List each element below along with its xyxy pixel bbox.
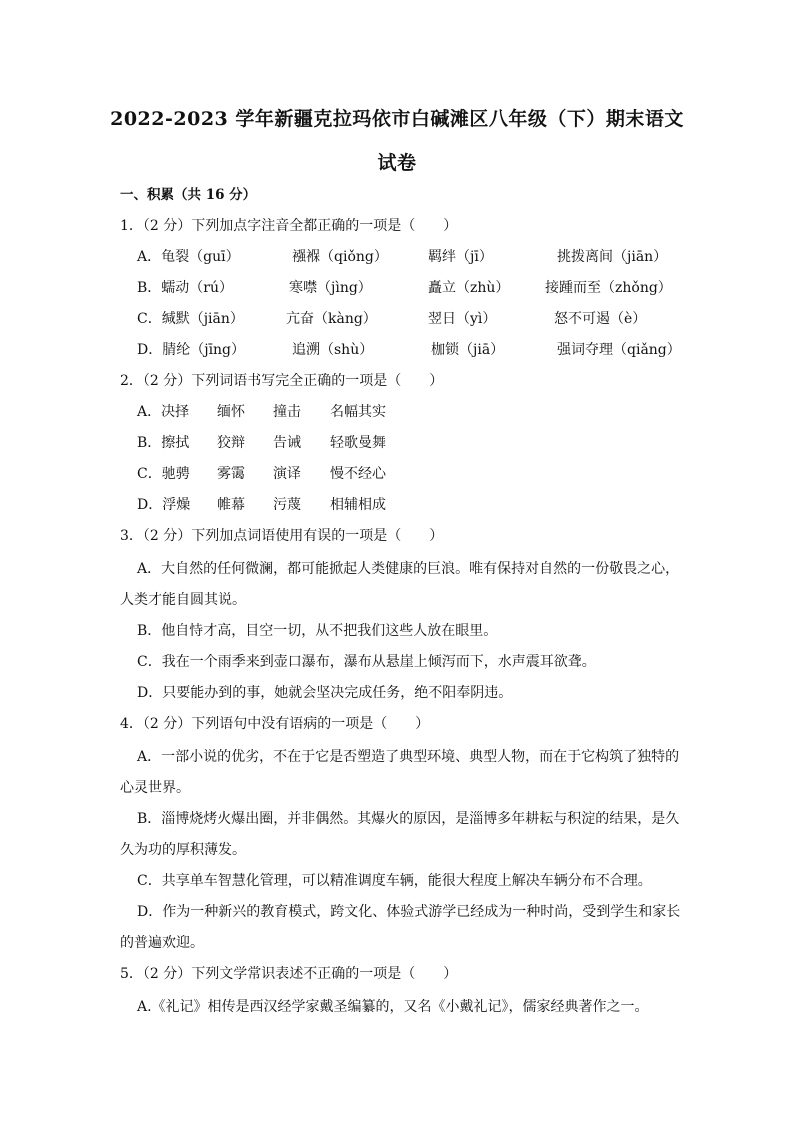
question-4-option-a: A．一部小说的优劣，不在于它是否塑造了典型环境、典型人物，而在于它构筑了独特的 — [137, 749, 680, 765]
option-cell: 寒噤（jìng） — [289, 280, 372, 296]
question-3-option-b: B．他自恃才高，目空一切，从不把我们这些人放在眼里。 — [137, 623, 498, 639]
option-cell: 帷幕 — [217, 497, 245, 513]
question-1-stem: 1．（2 分）下列加点字注音全都正确的一项是（ ） — [120, 218, 458, 234]
option-cell: 怒不可遏（è） — [554, 311, 647, 327]
option-cell: 襁褓（qiǒng） — [292, 249, 388, 265]
question-5-option-a: A.《礼记》相传是西汉经学家戴圣编纂的，又名《小戴礼记》，儒家经典著作之一。 — [137, 999, 649, 1015]
option-cell: B．蠕动（rú） — [137, 280, 233, 296]
option-cell: 雾霭 — [217, 466, 245, 482]
option-cell: A．决择 — [137, 404, 190, 420]
option-cell: D．腈纶（jīng） — [137, 342, 246, 358]
option-cell: 接踵而至（zhǒng） — [545, 280, 672, 296]
option-cell: 狡辩 — [217, 435, 245, 451]
option-cell: C．驰骋 — [137, 466, 190, 482]
question-5-stem: 5．（2 分）下列文学常识表述不正确的一项是（ ） — [120, 966, 458, 982]
option-cell: D．浮燥 — [137, 497, 191, 513]
question-4-option-b: B．淄博烧烤火爆出圈，并非偶然。其爆火的原因，是淄博多年耕耘与积淀的结果，是久 — [137, 811, 680, 827]
question-2-stem: 2．（2 分）下列词语书写完全正确的一项是（ ） — [120, 373, 444, 389]
option-cell: 亢奋（kàng） — [286, 311, 377, 327]
option-cell: 告诫 — [273, 435, 301, 451]
option-cell: 枷锁（jiā） — [431, 342, 505, 358]
option-cell: C．缄默（jiān） — [137, 311, 244, 327]
option-cell: 追溯（shù） — [292, 342, 374, 358]
option-cell: 慢不经心 — [330, 466, 386, 482]
question-3-stem: 3．（2 分）下列加点词语使用有误的一项是（ ） — [120, 528, 444, 544]
exam-title-line1: 2022-2023 学年新疆克拉玛依市白碱滩区八年级（下）期末语文 — [110, 108, 684, 130]
question-4-option-b-cont: 久为功的厚积薄发。 — [120, 842, 246, 858]
question-3-option-d: D．只要能办到的事，她就会坚决完成任务，绝不阳奉阴违。 — [137, 685, 513, 701]
option-cell: 污蔑 — [273, 497, 301, 513]
question-4-option-d-cont: 的普遍欢迎。 — [120, 935, 204, 951]
question-4-option-c: C．共享单车智慧化管理，可以精准调度车辆，能很大程度上解决车辆分布不合理。 — [137, 873, 652, 889]
option-cell: 强词夺理（qiǎng） — [557, 342, 681, 358]
option-cell: 挑拨离间（jiān） — [557, 249, 668, 265]
option-cell: 翌日（yì） — [428, 311, 497, 327]
question-3-option-a-cont: 人类才能自圆其说。 — [120, 592, 246, 608]
section-heading: 一、积累（共 16 分） — [120, 187, 257, 203]
option-cell: 轻歌曼舞 — [330, 435, 386, 451]
question-3-option-c: C．我在一个雨季来到壶口瀑布，瀑布从悬崖上倾泻而下，水声震耳欲聋。 — [137, 654, 596, 670]
question-4-option-d: D．作为一种新兴的教育模式，跨文化、体验式游学已经成为一种时尚，受到学生和家长 — [137, 904, 681, 920]
option-cell: 相辅相成 — [330, 497, 386, 513]
option-cell: 名幅其实 — [330, 404, 386, 420]
option-cell: 缅怀 — [217, 404, 245, 420]
option-cell: 矗立（zhù） — [428, 280, 510, 296]
exam-title-line2: 试卷 — [377, 152, 417, 174]
option-cell: B．擦拭 — [137, 435, 190, 451]
option-cell: 撞击 — [273, 404, 301, 420]
option-cell: A．龟裂（guī） — [137, 249, 240, 265]
option-cell: 演译 — [273, 466, 301, 482]
option-cell: 羁绊（jī） — [428, 249, 493, 265]
question-4-stem: 4．（2 分）下列语句中没有语病的一项是（ ） — [120, 716, 430, 732]
question-4-option-a-cont: 心灵世界。 — [120, 780, 190, 796]
question-3-option-a: A．大自然的任何微澜，都可能掀起人类健康的巨浪。唯有保持对自然的一份敬畏之心， — [137, 561, 680, 577]
